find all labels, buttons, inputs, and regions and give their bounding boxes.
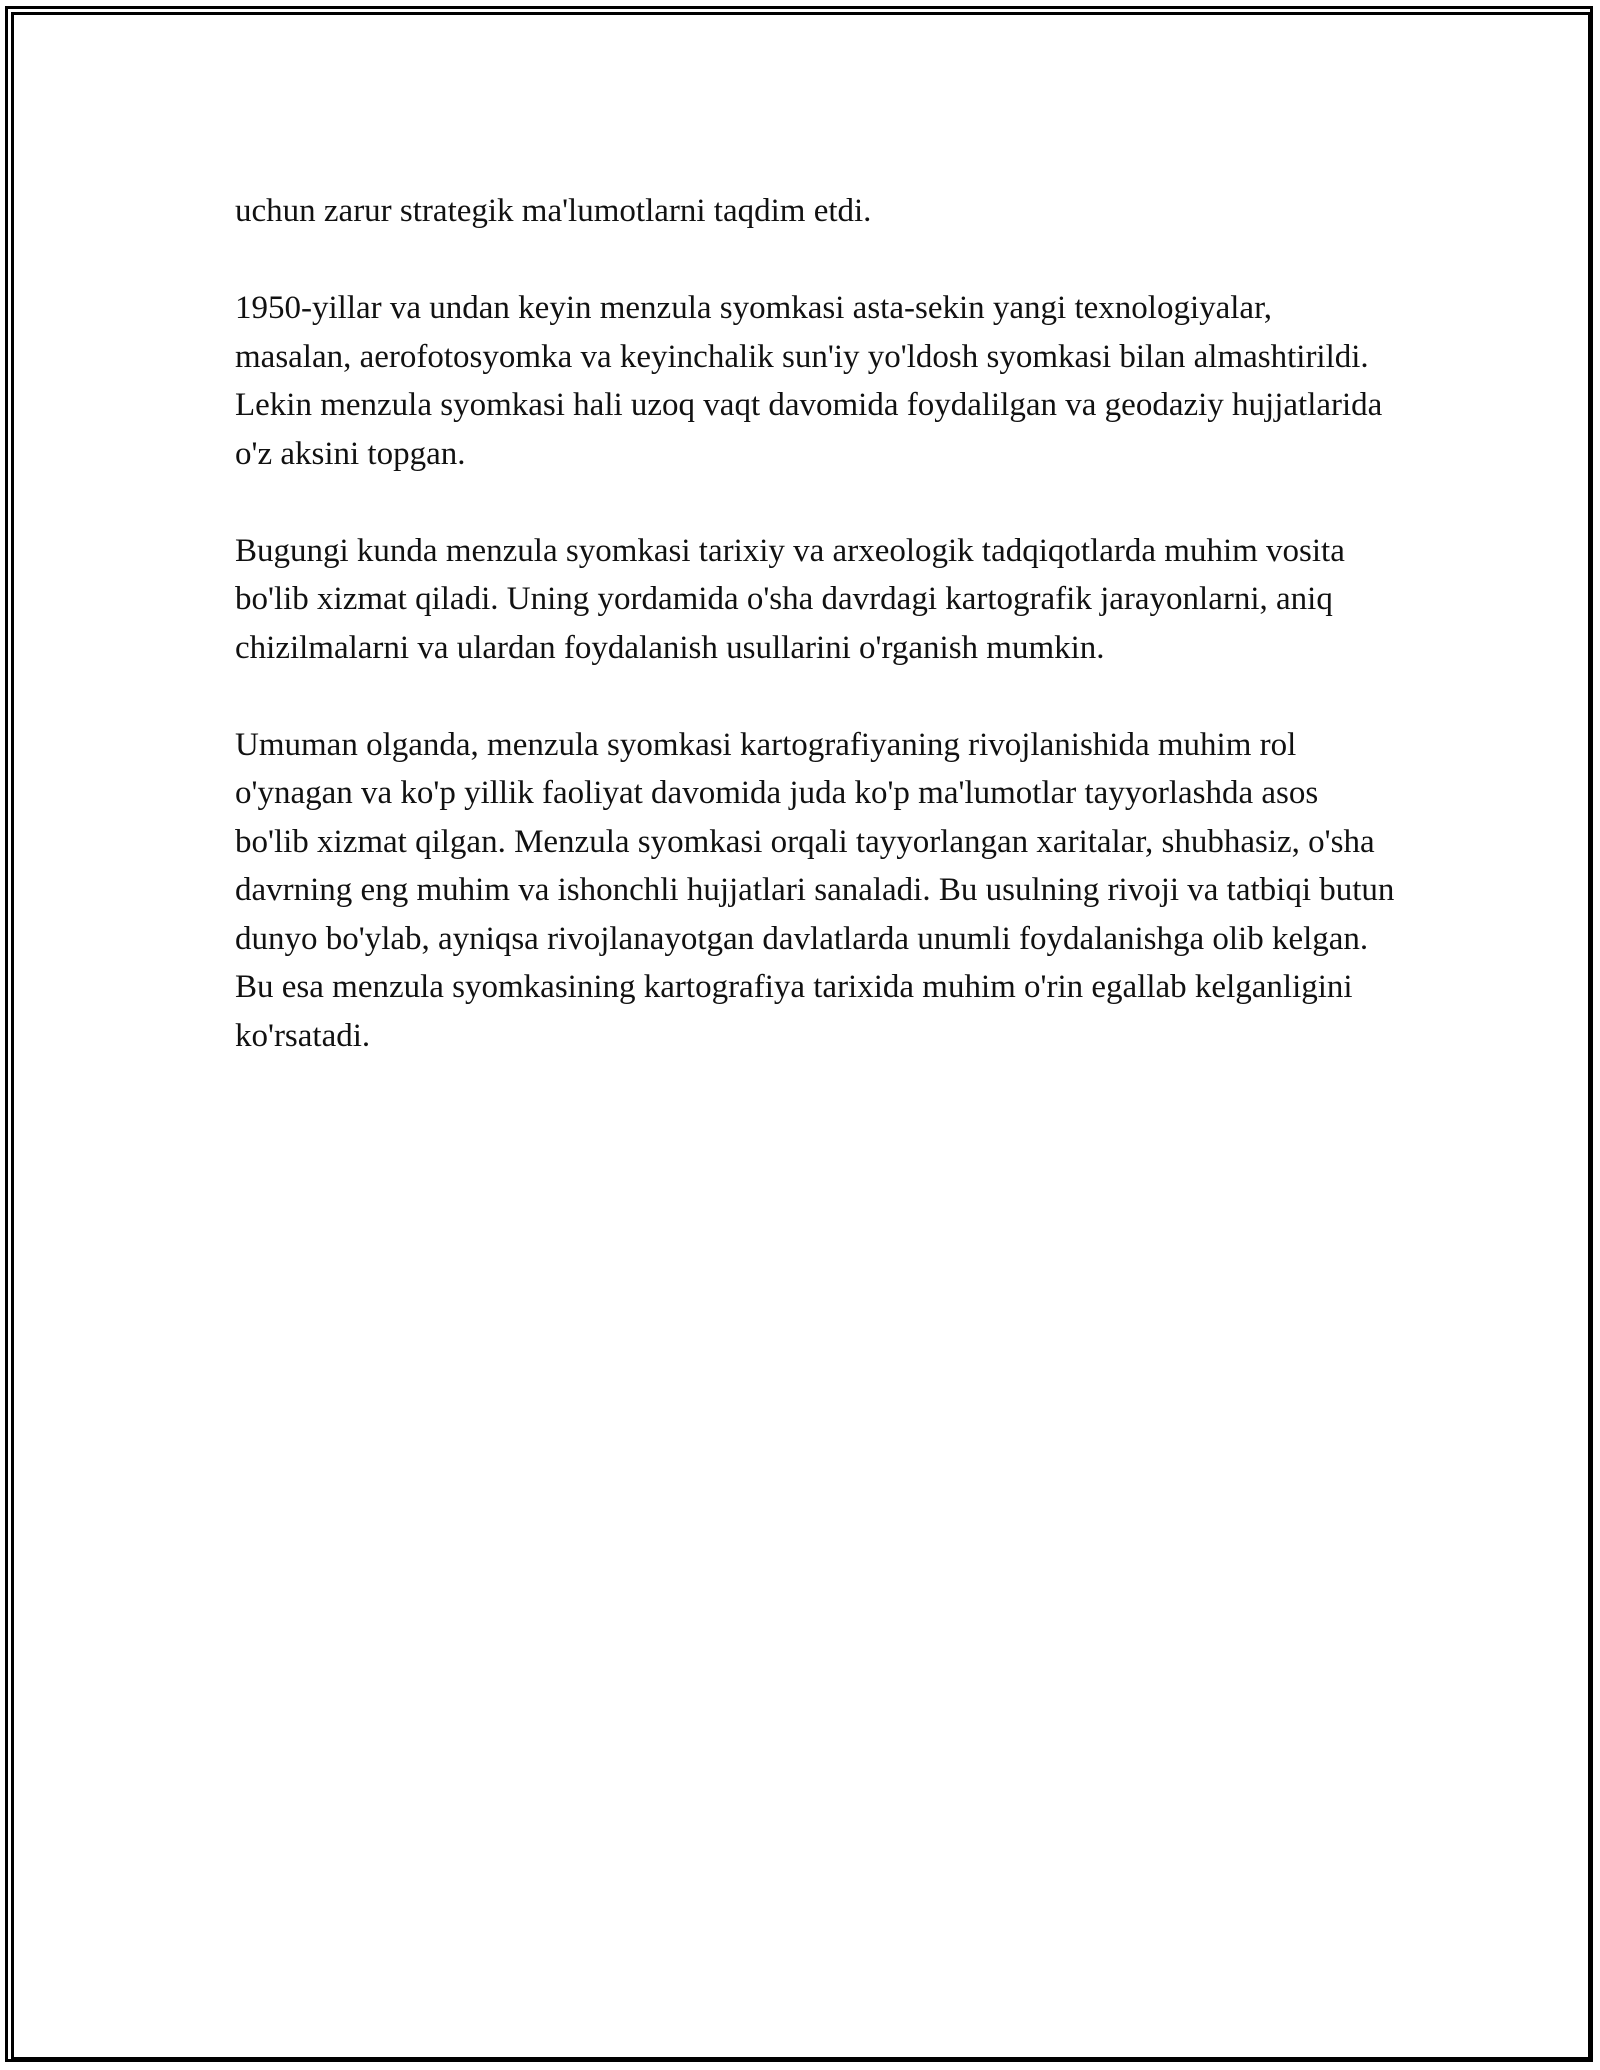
paragraph-1: uchun zarur strategik ma'lumotlarni taqdim etdi. <box>235 193 872 229</box>
document-body <box>235 187 1395 1109</box>
paragraph-2: 1950-yillar va undan keyin menzula syomkasi asta-sekin yangi texnologiyalar, masalan, aerofotosyomka va keyinchalik sun'iy yo'ldosh syomkasi bilan almashtirildi. Lekin menzula syomkasi hali uzoq vaqt davomida foydalilgan va geodaziy hujjatlarida o'z aksini topgan. <box>235 290 1383 472</box>
paragraph-4: Umuman olganda, menzula syomkasi kartografiyaning rivojlanishida muhim rol o'ynagan va ko'p yillik faoliyat davomida juda ko'p ma'lumotlar tayyorlashda asos bo'lib xizmat qilgan. Menzula syomkasi orqali tayyorlangan xaritalar, shubhasiz, o'sha davrning eng muhim va ishonchli hujjatlari sanaladi. Bu usulning rivoji va tatbiqi butun dunyo bo'ylab, ayniqsa rivojlanayotgan davlatlarda unumli foydalanishga olib kelgan. Bu esa menzula syomkasining kartografiya tarixida muhim o'rin egallab kelganligini ko'rsatadi. <box>235 726 1395 1054</box>
paragraph-3: Bugungi kunda menzula syomkasi tarixiy va arxeologik tadqiqotlarda muhim vosita bo'lib xizmat qiladi. Uning yordamida o'sha davrdagi kartografik jarayonlarni, aniq chizilmalarni va ulardan foydalanish usullarini o'rganish mumkin. <box>235 532 1345 666</box>
